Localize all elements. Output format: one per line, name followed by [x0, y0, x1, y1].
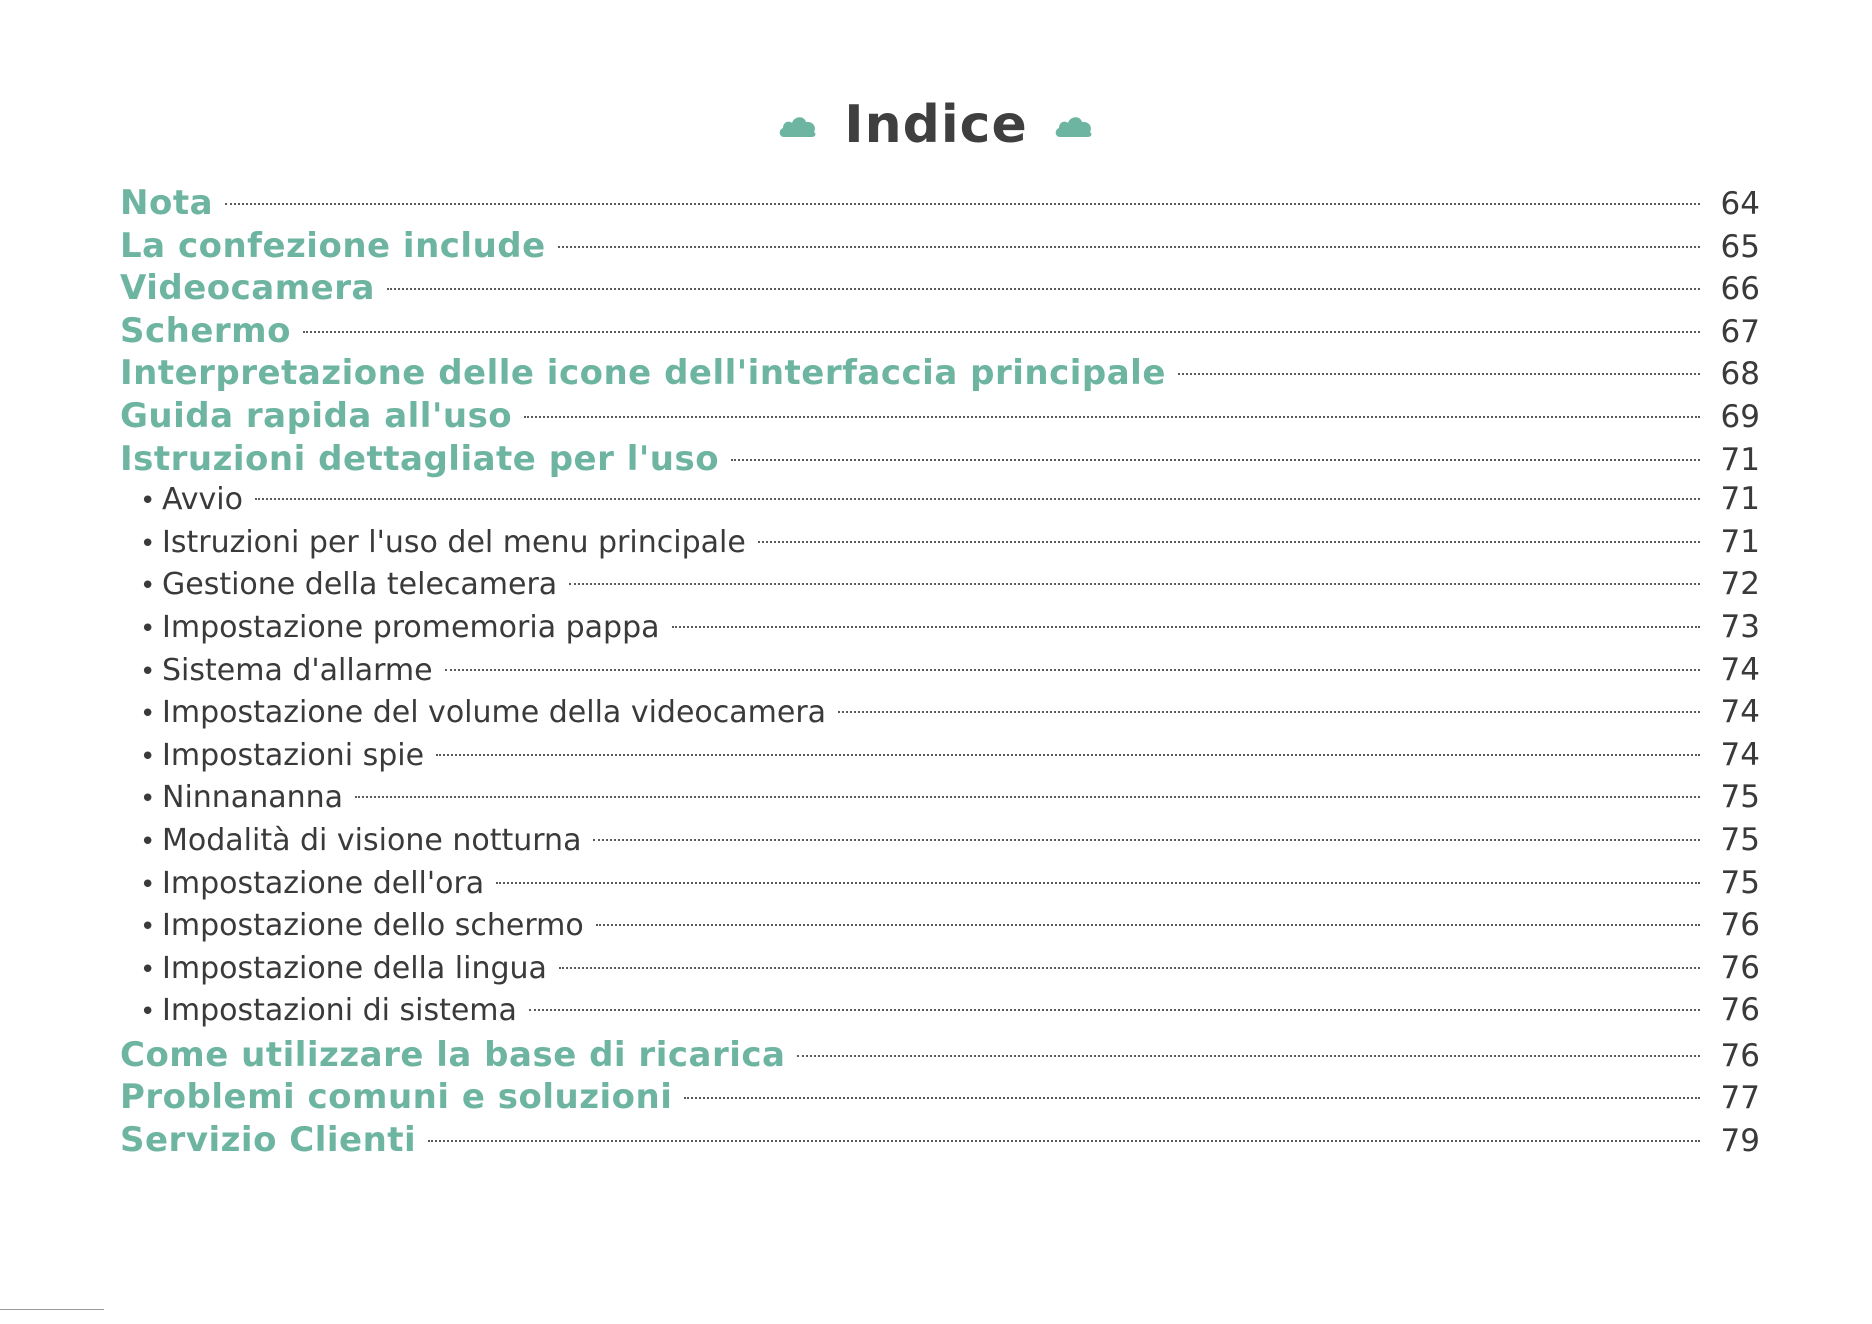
- toc-subentry[interactable]: [120, 694, 1760, 737]
- toc-page-number: 69: [1720, 398, 1760, 435]
- toc-label: Guida rapida all'uso: [120, 395, 513, 436]
- toc-label: Impostazione della lingua: [162, 950, 547, 986]
- toc-page-number: 66: [1720, 271, 1760, 308]
- dot-leader: [758, 541, 1700, 543]
- toc-page-number: 76: [1720, 1037, 1760, 1074]
- bullet-icon: •: [140, 571, 156, 602]
- toc-entry[interactable]: [120, 396, 1760, 439]
- toc-entry[interactable]: [120, 1035, 1760, 1078]
- dot-leader: [672, 626, 1700, 628]
- toc-subentry[interactable]: [120, 822, 1760, 865]
- bullet-icon: •: [140, 826, 156, 857]
- toc-label: La confezione include: [120, 225, 546, 266]
- dot-leader: [797, 1055, 1700, 1057]
- table-of-contents: [120, 183, 1760, 1163]
- bullet-icon: •: [140, 613, 156, 644]
- toc-page-number: 71: [1720, 441, 1760, 478]
- toc-subentry[interactable]: [120, 865, 1760, 908]
- toc-page-number: 74: [1720, 694, 1760, 731]
- dot-leader: [569, 583, 1700, 585]
- toc-page-number: 76: [1720, 949, 1760, 986]
- toc-label: Sistema d'allarme: [162, 652, 433, 688]
- toc-page-number: 76: [1720, 907, 1760, 944]
- toc-page-number: 74: [1720, 736, 1760, 773]
- page-title: Indice: [844, 95, 1028, 155]
- dot-leader: [838, 711, 1700, 713]
- bullet-icon: •: [140, 656, 156, 687]
- dot-leader: [436, 754, 1700, 756]
- dot-leader: [558, 246, 1700, 248]
- toc-label: Istruzioni per l'uso del menu principale: [162, 524, 746, 560]
- dot-leader: [593, 839, 1700, 841]
- bullet-icon: •: [140, 997, 156, 1028]
- toc-page-number: 77: [1720, 1080, 1760, 1117]
- toc-label: Gestione della telecamera: [162, 567, 558, 603]
- toc-label: Schermo: [120, 310, 291, 351]
- toc-page-number: 68: [1720, 356, 1760, 393]
- dot-leader: [684, 1097, 1700, 1099]
- bullet-icon: •: [140, 912, 156, 943]
- bullet-icon: •: [140, 954, 156, 985]
- dot-leader: [529, 1009, 1700, 1011]
- toc-label: Istruzioni dettagliate per l'uso: [120, 438, 720, 479]
- cloud-icon: [778, 111, 818, 139]
- bullet-icon: •: [140, 784, 156, 815]
- dot-leader: [255, 498, 1700, 500]
- toc-entry[interactable]: [120, 353, 1760, 396]
- toc-subentry[interactable]: [120, 737, 1760, 780]
- toc-label: Impostazione del volume della videocamera: [162, 695, 827, 731]
- dot-leader: [303, 331, 1700, 333]
- toc-label: Come utilizzare la base di ricarica: [120, 1034, 786, 1075]
- dot-leader: [1178, 373, 1700, 375]
- dot-leader: [387, 288, 1700, 290]
- toc-page-number: 71: [1720, 481, 1760, 518]
- dot-leader: [524, 416, 1700, 418]
- dot-leader: [225, 203, 1700, 205]
- toc-page-number: 75: [1720, 864, 1760, 901]
- toc-entry[interactable]: [120, 311, 1760, 354]
- toc-entry[interactable]: [120, 268, 1760, 311]
- toc-label: Interpretazione delle icone dell'interfaccia principale: [120, 353, 1166, 394]
- toc-label: Servizio Clienti: [120, 1120, 417, 1161]
- toc-label: Impostazione dell'ora: [162, 865, 485, 901]
- dot-leader: [596, 924, 1700, 926]
- toc-page-number: 74: [1720, 651, 1760, 688]
- toc-subentry[interactable]: [120, 481, 1760, 524]
- bullet-icon: •: [140, 741, 156, 772]
- toc-subentry[interactable]: [120, 907, 1760, 950]
- toc-label: Ninnananna: [162, 780, 343, 816]
- toc-page-number: 71: [1720, 523, 1760, 560]
- toc-page-number: 79: [1720, 1123, 1760, 1160]
- toc-page-number: 65: [1720, 228, 1760, 265]
- toc-subentry[interactable]: [120, 652, 1760, 695]
- dot-leader: [496, 882, 1700, 884]
- toc-page-number: 64: [1720, 186, 1760, 222]
- dot-leader: [731, 459, 1700, 461]
- bullet-icon: •: [140, 699, 156, 730]
- bullet-icon: •: [140, 486, 156, 517]
- dot-leader: [355, 796, 1700, 798]
- toc-subentry[interactable]: [120, 609, 1760, 652]
- toc-entry[interactable]: [120, 1120, 1760, 1163]
- toc-entry[interactable]: [120, 183, 1760, 226]
- toc-label: Avvio: [162, 482, 243, 518]
- toc-label: Impostazione dello schermo: [162, 908, 584, 944]
- corner-rule: [0, 1309, 104, 1310]
- toc-page-number: 75: [1720, 779, 1760, 816]
- bullet-icon: •: [140, 869, 156, 900]
- toc-entry[interactable]: [120, 226, 1760, 269]
- dot-leader: [445, 669, 1700, 671]
- toc-label: Impostazioni di sistema: [162, 993, 517, 1029]
- dot-leader: [428, 1140, 1700, 1142]
- toc-label: Impostazioni spie: [162, 737, 425, 773]
- toc-page-number: 75: [1720, 821, 1760, 858]
- dot-leader: [559, 967, 1700, 969]
- toc-entry[interactable]: [120, 1077, 1760, 1120]
- toc-page-number: 76: [1720, 992, 1760, 1029]
- bullet-icon: •: [140, 528, 156, 559]
- toc-entry[interactable]: [120, 439, 1760, 482]
- toc-subentry[interactable]: [120, 779, 1760, 822]
- cloud-icon: [1054, 111, 1094, 139]
- toc-label: Modalità di visione notturna: [162, 822, 582, 858]
- toc-page-number: 72: [1720, 566, 1760, 603]
- title-bar: [0, 92, 1872, 158]
- toc-subentry[interactable]: [120, 992, 1760, 1035]
- toc-subentry[interactable]: [120, 950, 1760, 993]
- toc-label: Videocamera: [120, 268, 375, 309]
- toc-page-number: 73: [1720, 608, 1760, 645]
- toc-label: Nota: [120, 183, 214, 223]
- toc-label: Impostazione promemoria pappa: [162, 609, 660, 645]
- toc-label: Problemi comuni e soluzioni: [120, 1077, 673, 1118]
- toc-page-number: 67: [1720, 313, 1760, 350]
- toc-subentry[interactable]: [120, 524, 1760, 567]
- toc-subentry[interactable]: [120, 566, 1760, 609]
